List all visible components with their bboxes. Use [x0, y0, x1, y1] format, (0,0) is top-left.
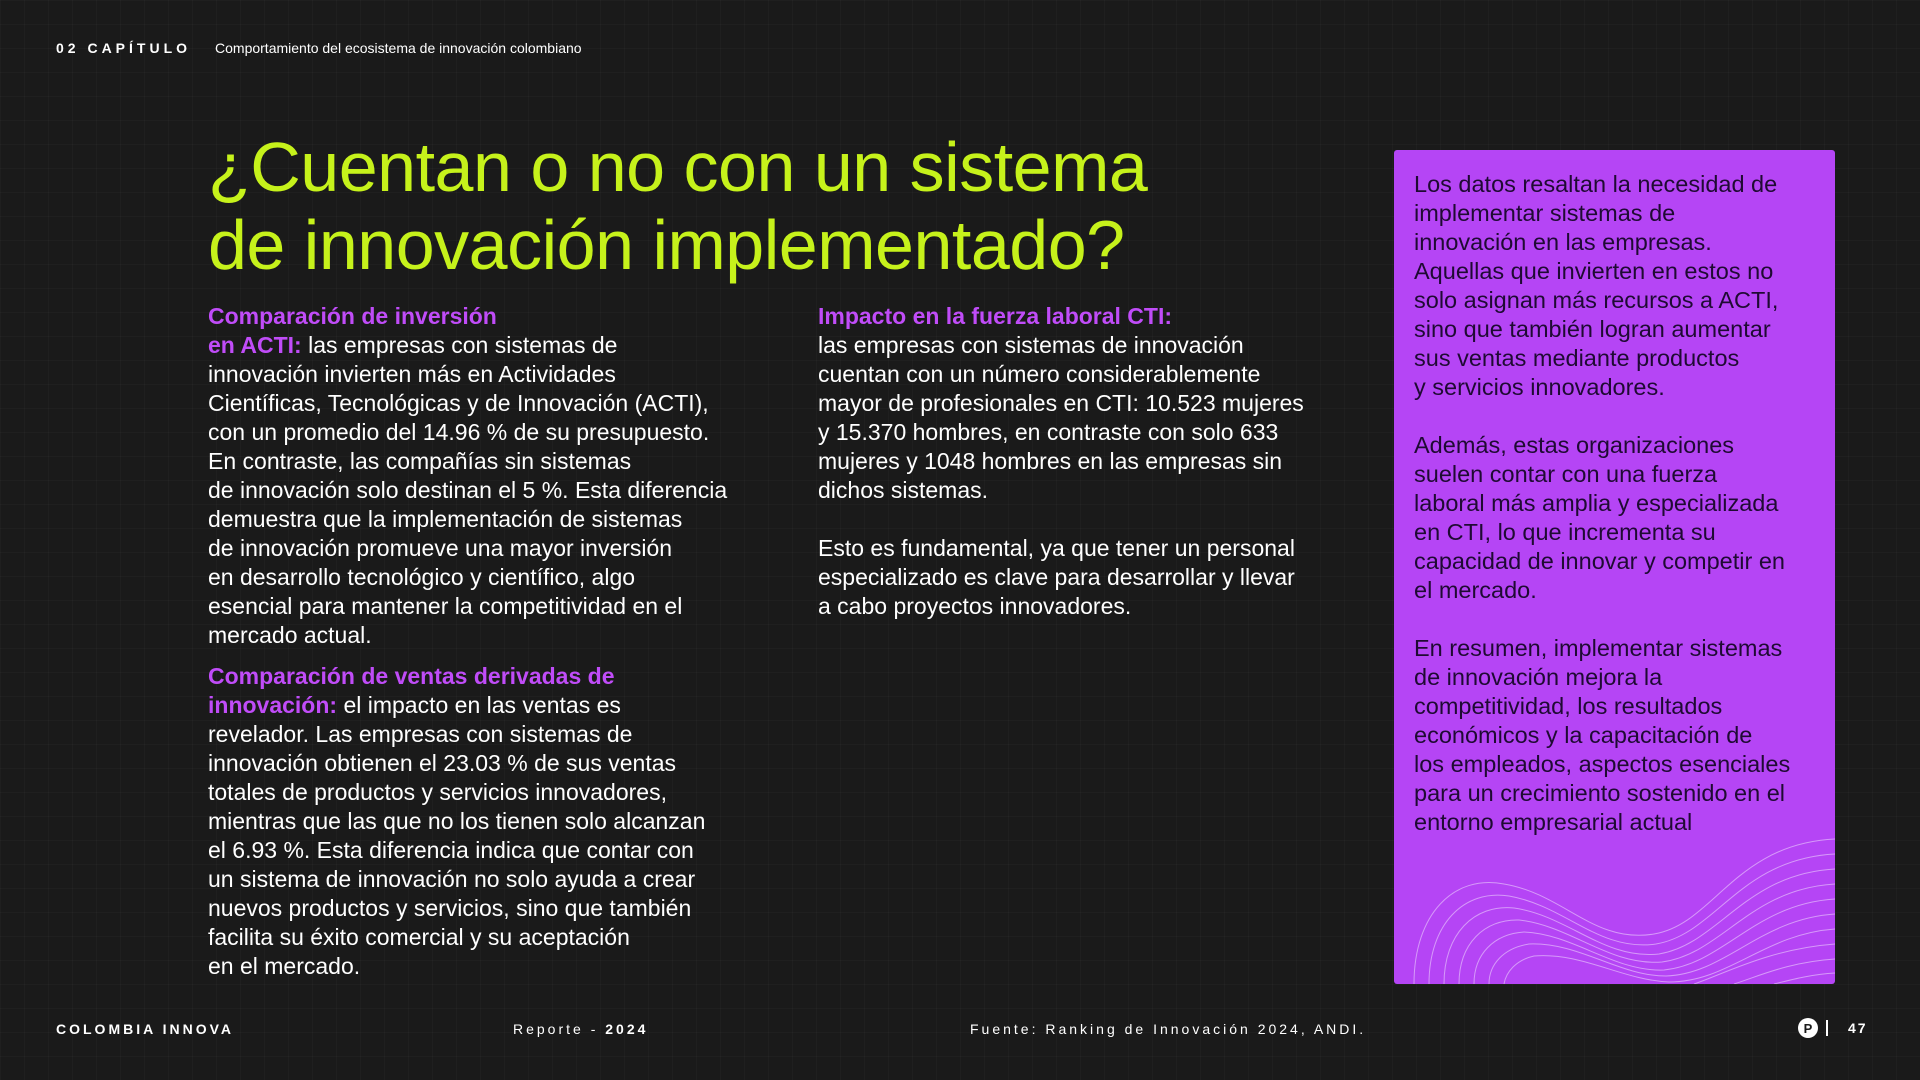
footer-brand: COLOMBIA INNOVA [56, 1021, 234, 1037]
footer-report-year: 2024 [605, 1021, 649, 1037]
summary-paragraph-2: Además, estas organizaciones suelen contar con una fuerza laboral más amplia y especializada en CTI, lo que incrementa su capacidad de innovar y competir en el mercado. [1414, 432, 1785, 603]
workforce-conclusion: Esto es fundamental, ya que tener un personal especializado es clave para desarrollar y llevar a cabo proyectos innovadores. [818, 535, 1295, 619]
summary-paragraph-1: Los datos resaltan la necesidad de implementar sistemas de innovación en las empresas. Aquellas que invierten en estos no solo asignan más recursos a ACTI, sino que también logran aumentar sus ventas mediante productos y servicios innovadores. [1414, 171, 1779, 400]
footer-page-indicator [1798, 1018, 1868, 1038]
investment-heading: Comparación de inversión en ACTI: [208, 303, 497, 358]
page-number: 47 [1848, 1020, 1868, 1036]
contour-wave-decoration [1394, 834, 1835, 984]
workforce-heading: Impacto en la fuerza laboral CTI: [818, 303, 1173, 329]
sales-heading: Comparación de ventas derivadas de innovación: [208, 663, 615, 718]
summary-panel [1394, 150, 1835, 984]
page-title: ¿Cuentan o no con un sistema de innovación implementado? [208, 128, 1148, 284]
middle-column [818, 302, 1358, 633]
footer-report-label: Reporte - [513, 1021, 606, 1037]
left-column [208, 302, 788, 993]
investment-paragraph [208, 302, 788, 650]
workforce-heading-line [818, 302, 1358, 331]
chapter-title: Comportamiento del ecosistema de innovación colombiano [215, 40, 582, 56]
sales-paragraph [208, 662, 788, 981]
footer-report [513, 1021, 648, 1037]
chapter-number: 02 CAPÍTULO [56, 40, 192, 56]
workforce-text: las empresas con sistemas de innovación cuentan con un número considerablemente mayor de profesionales en CTI: 10.523 mujeres y 15.370 hombres, en contraste con solo 633 mujeres y 1048 hombres en las empresas sin dichos sistemas. [818, 332, 1304, 503]
summary-paragraph-3: En resumen, implementar sistemas de innovación mejora la competitividad, los resultados económicos y la capacitación de los empleados, aspectos esenciales para un crecimiento sostenido en el entorno empresarial actual [1414, 635, 1791, 835]
sales-text: el impacto en las ventas es revelador. Las empresas con sistemas de innovación obtienen el 23.03 % de sus ventas totales de productos y servicios innovadores, mientras que las que no los tienen solo alcanzan el 6.93 %. Esta diferencia indica que contar con un sistema de innovación no solo ayuda a crear nuevos productos y servicios, sino que también facilita su éxito comercial y su aceptación en el mercado. [208, 692, 706, 979]
summary-text [1414, 170, 1824, 866]
chapter-header [56, 40, 582, 56]
investment-text: las empresas con sistemas de innovación invierten más en Actividades Científicas, Tecnológicas y de Innovación (ACTI), con un promedio del 14.96 % de su presupuesto. En contraste, las compañías sin sistemas de innovación solo destinan el 5 %. Esta diferencia demuestra que la implementación de sistemas de innovación promueve una mayor inversión en desarrollo tecnológico y científico, algo esencial para mantener la competitividad en el mercado actual. [208, 332, 728, 648]
footer-source: Fuente: Ranking de Innovación 2024, ANDI. [970, 1021, 1367, 1037]
footer-separator [1826, 1020, 1828, 1036]
p-circle-logo-icon: P [1798, 1018, 1818, 1038]
